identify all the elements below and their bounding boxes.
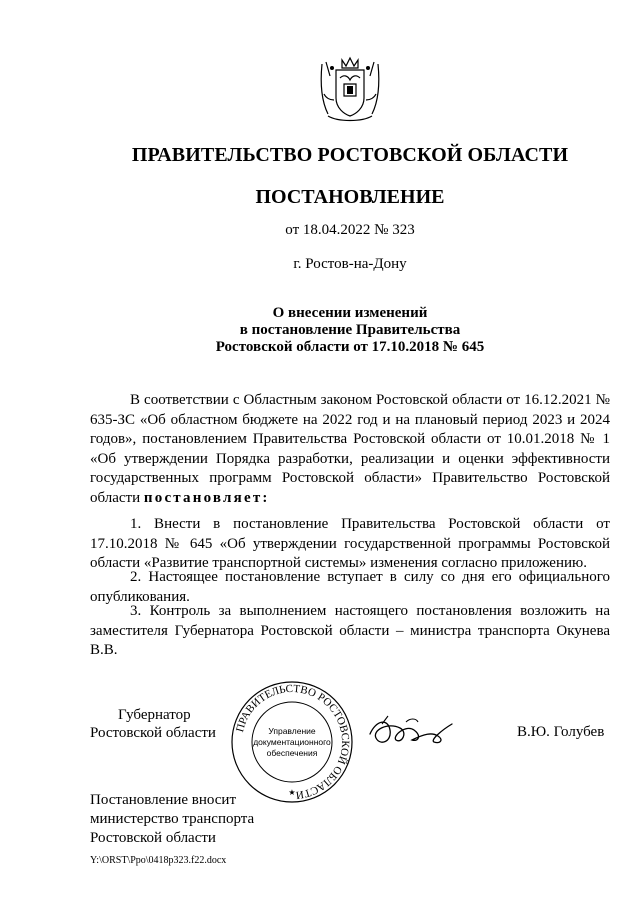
- signatory-title-line: Ростовской области: [90, 725, 216, 741]
- submitted-by: [90, 791, 254, 848]
- subject-line: О внесении изменений: [272, 305, 428, 321]
- signatory-name: В.Ю. Голубев: [517, 724, 605, 740]
- government-name: ПРАВИТЕЛЬСТВО РОСТОВСКОЙ ОБЛАСТИ: [131, 144, 569, 166]
- subject-line: в постановление Правительства: [239, 322, 461, 338]
- subject-line: Ростовской области от 17.10.2018 № 645: [215, 339, 485, 355]
- handwritten-signature: [366, 712, 456, 752]
- resolves-word: постановляет:: [143, 489, 270, 506]
- item-paragraph: 2. Настоящее постановление вступает в силу со дня его официального опубликования.: [90, 569, 610, 605]
- item-paragraph: 3. Контроль за выполнением настоящего постановления возложить на заместителя Губернатора Ростовской области – министра транспорта Окунева В.В.: [90, 603, 610, 659]
- file-path: Y:\ORST\Ppo\0418p323.f22.docx: [90, 855, 227, 866]
- document-type: ПОСТАНОВЛЕНИЕ: [255, 186, 445, 208]
- document-subject: [0, 305, 640, 356]
- stamp-star-icon: ★: [288, 788, 296, 797]
- submitted-by-line: Ростовской области: [90, 830, 216, 846]
- stamp-inner-line: документационного: [253, 737, 331, 747]
- coat-of-arms-icon: [314, 54, 386, 126]
- date-and-number: от 18.04.2022 № 323: [285, 222, 415, 238]
- submitted-by-line: Постановление вносит: [90, 792, 237, 808]
- signatory-title: [90, 706, 216, 742]
- item-paragraph: 1. Внести в постановление Правительства Ростовской области от 17.10.2018 № 645 «Об утверждении государственной программы Ростовской области «Развитие транспортной системы» изменения согласно приложению.: [90, 516, 610, 572]
- official-stamp: [230, 680, 354, 804]
- preamble-paragraph: [90, 391, 610, 509]
- submitted-by-line: министерство транспорта: [90, 811, 255, 827]
- city: г. Ростов-на-Дону: [293, 256, 407, 272]
- stamp-outer-text: ПРАВИТЕЛЬСТВО РОСТОВСКОЙ ОБЛАСТИ: [234, 682, 352, 801]
- preamble-text: В соответствии с Областным законом Ростовской области от 16.12.2021 № 635-ЗС «Об областном бюджете на 2022 год и на плановый период 2023 и 2024 годов», постановлением Правительства Ростовской области от 10.01.2018 № 1 «Об утверждении Порядка разработки, реализации и оценки эффективности государственных программ Ростовской области» Правительство Ростовской области: [90, 392, 610, 506]
- stamp-inner-line: Управление: [268, 726, 316, 736]
- stamp-inner-line: обеспечения: [266, 748, 318, 758]
- signatory-title-line: Губернатор: [118, 707, 191, 723]
